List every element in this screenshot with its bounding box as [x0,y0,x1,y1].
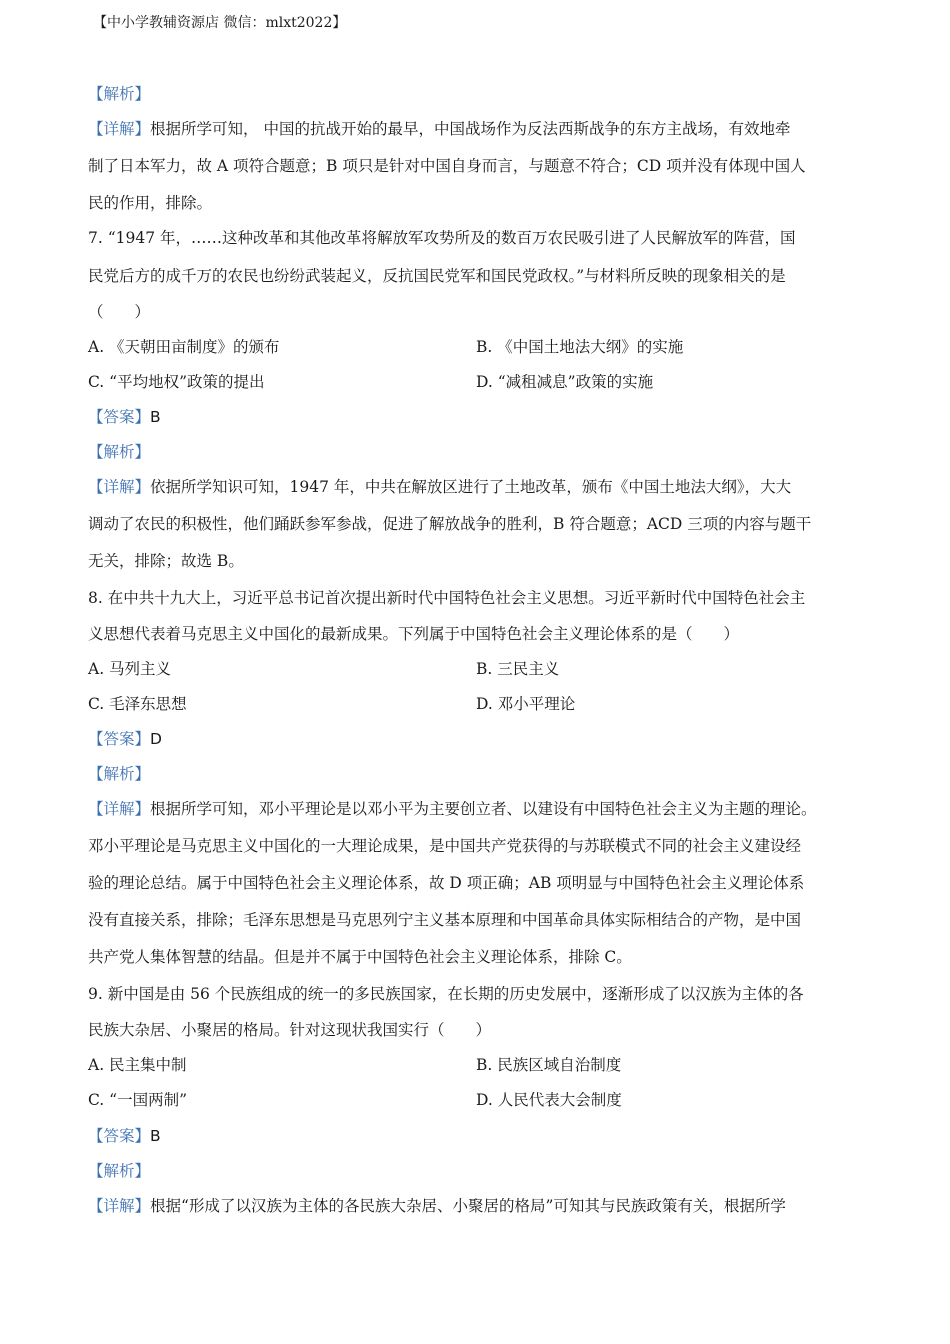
jiexi-label: 【解析】 [88,85,151,103]
q6-xiangjie-line: 制了日本军力，故 A 项符合题意；B 项只是针对中国自身而言，与题意不符合；CD 项并没有体现中国人 [88,157,806,175]
q8-option-a: A. 马列主义 [88,660,172,678]
q8-xiangjie-line: 【详解】根据所学可知，邓小平理论是以邓小平为主要创立者、以建设有中国特色社会主义为主题的理论。 [88,800,817,818]
daan-label: 【答案】 [88,408,151,426]
q7-stem-line: 7. “1947 年，……这种改革和其他改革将解放军攻势所及的数百万农民吸引进了人民解放军的阵营，国 [88,229,796,247]
daan-label: 【答案】 [88,1127,151,1145]
q7-option-a: A. 《天朝田亩制度》的颁布 [88,338,280,356]
q7-answer: 【答案】B [88,408,161,426]
q9-answer: 【答案】B [88,1127,161,1145]
q9-option-a: A. 民主集中制 [88,1056,187,1074]
q8-xiangjie-line: 邓小平理论是马克思主义中国化的一大理论成果，是中国共产党获得的与苏联模式不同的社会主义建设经 [88,837,802,855]
xiangjie-label: 【详解】 [88,1197,151,1215]
q8-option-b: B. 三民主义 [476,660,560,678]
q9-option-c: C. “一国两制” [88,1091,188,1109]
q8-xiangjie-line: 验的理论总结。属于中国特色社会主义理论体系，故 D 项正确；AB 项明显与中国特色社会主义理论体系 [88,874,805,892]
page-header: 【中小学教辅资源店 微信：mlxt2022】 [93,15,347,31]
q8-xiangjie-line: 共产党人集体智慧的结晶。但是并不属于中国特色社会主义理论体系，排除 C。 [88,948,632,966]
q7-xiangjie-line: 【详解】依据所学知识可知，1947 年，中共在解放区进行了土地改革，颁布《中国土地法大纲》，大大 [88,478,792,496]
q7-option-b: B. 《中国土地法大纲》的实施 [476,338,684,356]
xiangjie-label: 【详解】 [88,478,151,496]
q9-option-b: B. 民族区域自治制度 [476,1056,622,1074]
q8-xiangjie-line: 没有直接关系，排除；毛泽东思想是马克思列宁主义基本原理和中国革命具体实际相结合的产物，是中国 [88,911,802,929]
daan-label: 【答案】 [88,730,151,748]
q7-xiangjie-line: 无关，排除；故选 B。 [88,552,244,570]
q7-option-c: C. “平均地权”政策的提出 [88,373,265,391]
q7-stem-line: （ ） [88,303,151,321]
jiexi-label: 【解析】 [88,765,151,783]
q6-xiangjie-line: 民的作用，排除。 [88,194,213,212]
q7-stem-line: 民党后方的成千万的农民也纷纷武装起义，反抗国民党军和国民党政权。”与材料所反映的现象相关的是 [88,267,786,285]
q9-option-d: D. 人民代表大会制度 [476,1091,622,1109]
q6-xiangjie-line: 【详解】根据所学可知， 中国的抗战开始的最早，中国战场作为反法西斯战争的东方主战场，有效地牵 [88,120,791,138]
q8-stem-line: 义思想代表着马克思主义中国化的最新成果。下列属于中国特色社会主义理论体系的是（ ） [88,625,740,643]
q8-option-c: C. 毛泽东思想 [88,695,187,713]
q8-stem-line: 8. 在中共十九大上，习近平总书记首次提出新时代中国特色社会主义思想。习近平新时代中国特色社会主 [88,589,806,607]
xiangjie-label: 【详解】 [88,120,151,138]
q9-stem-line: 9. 新中国是由 56 个民族组成的统一的多民族国家，在长期的历史发展中，逐渐形成了以汉族为主体的各 [88,985,804,1003]
q9-stem-line: 民族大杂居、小聚居的格局。针对这现状我国实行（ ） [88,1021,492,1039]
jiexi-label: 【解析】 [88,1162,151,1180]
q8-answer: 【答案】D [88,730,162,748]
q7-xiangjie-line: 调动了农民的积极性，他们踊跃参军参战，促进了解放战争的胜利，B 符合题意；ACD 三项的内容与题干 [88,515,812,533]
q7-option-d: D. “减租减息”政策的实施 [476,373,654,391]
q9-xiangjie-line: 【详解】根据“形成了以汉族为主体的各民族大杂居、小聚居的格局”可知其与民族政策有关，根据所学 [88,1197,786,1215]
xiangjie-label: 【详解】 [88,800,151,818]
q8-option-d: D. 邓小平理论 [476,695,576,713]
jiexi-label: 【解析】 [88,443,151,461]
